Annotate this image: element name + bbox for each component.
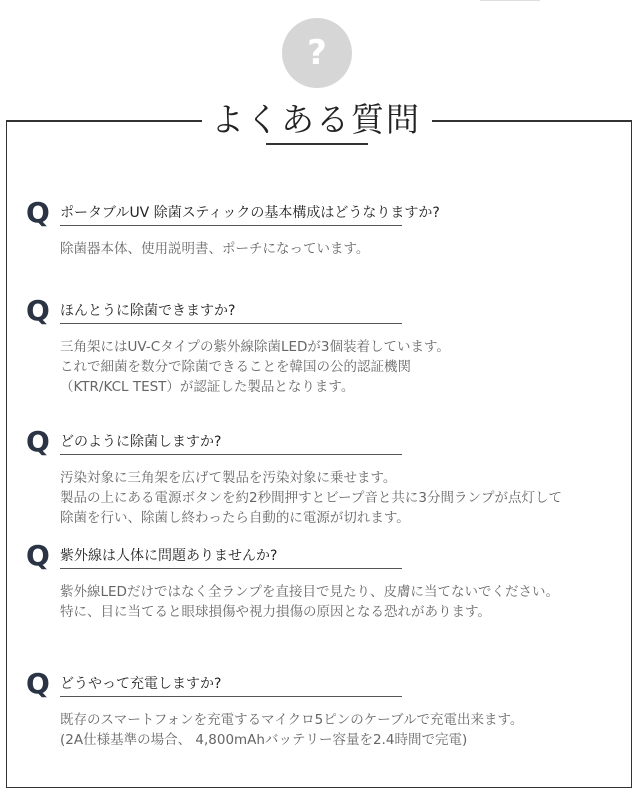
answer-line: 特に、目に当てると眼球損傷や視力損傷の原因となる恐れがあります。 <box>60 604 491 620</box>
frame-top-right-line <box>432 120 632 122</box>
question-underline <box>60 225 402 226</box>
answer-line: 紫外線LEDだけではなく全ランプを直接目で見たり、皮膚に当てないでください。 <box>60 584 559 600</box>
answer-line: これで細菌を数分で除菌できることを韓国の公的認証機関 <box>60 359 411 375</box>
answer-line: 三角架にはUV-Cタイプの紫外線除菌LEDが3個装着しています。 <box>60 339 450 355</box>
faq-question: どうやって充電しますか? <box>60 676 222 692</box>
answer-line: (2A仕様基準の場合、 4,800mAhバッテリー容量を2.4時間で完電) <box>60 732 468 748</box>
faq-question: 紫外線は人体に問題ありませんか? <box>60 548 278 564</box>
question-underline <box>60 454 402 455</box>
question-underline <box>60 696 402 697</box>
faq-answer <box>60 337 620 397</box>
answer-line: 製品の上にある電源ボタンを約2秒間押すとビープ音と共に3分間ランプが点灯して <box>60 490 562 506</box>
question-badge-icon: ? <box>282 18 352 88</box>
q-mark-icon: Q <box>26 294 50 327</box>
faq-question: どのように除菌しますか? <box>60 434 222 450</box>
q-mark-icon: Q <box>26 667 50 700</box>
q-mark-icon: Q <box>26 425 50 458</box>
faq-answer <box>60 239 620 259</box>
faq-question: ほんとうに除菌できますか? <box>60 303 236 319</box>
page-title: よくある質問 <box>211 100 421 139</box>
title-underline <box>266 143 368 145</box>
answer-line: 既存のスマートフォンを充電するマイクロ5ピンのケーブルで充電出来ます。 <box>60 712 524 728</box>
question-underline <box>60 323 402 324</box>
q-mark-icon: Q <box>26 539 50 572</box>
faq-question: ポータブルUV 除菌スティックの基本構成はどうなりますか? <box>60 205 440 221</box>
faq-answer <box>60 710 620 750</box>
faq-answer <box>60 468 620 528</box>
answer-line: 汚染対象に三角架を広げて製品を汚染対象に乗せます。 <box>60 470 397 486</box>
question-underline <box>60 568 402 569</box>
frame-top-left-line <box>6 120 202 122</box>
q-mark-icon: Q <box>26 196 50 229</box>
faq-answer <box>60 582 620 622</box>
answer-line: 除菌を行い、除菌し終わったら自動的に電源が切れます。 <box>60 510 410 526</box>
answer-line: （KTR/KCL TEST）が認証した製品となります。 <box>60 379 355 395</box>
answer-line: 除菌器本体、使用説明書、ポーチになっています。 <box>60 241 370 257</box>
top-divider <box>480 0 540 1</box>
